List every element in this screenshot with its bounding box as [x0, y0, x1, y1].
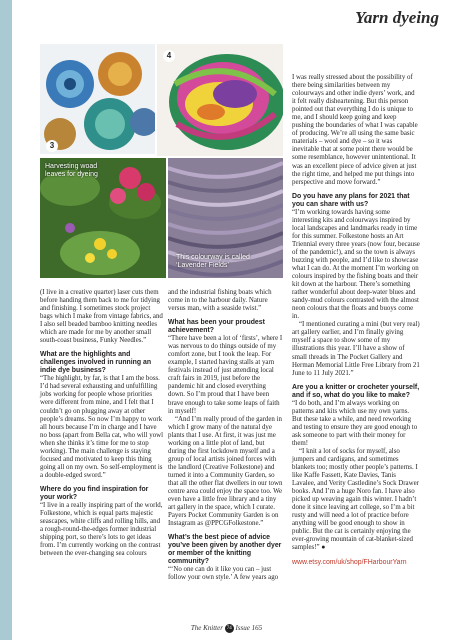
question-heading: Do you have any plans for 2021 that you can share with us? — [292, 192, 410, 208]
paragraph: “‘No one can do it like you can – just follow your own style.’ A few years ago — [168, 566, 279, 582]
paragraph: I was really stressed about the possibility of there being similarities between my colourways and other indie dyers’ work, and it felt really disheartening. But this person pointed out that everything I do is unique to me, and I should keep going and keep pushing the boundaries of what I was capable of producing. We’re all using the same basic materials – wool and dye – so it was inevitable that at some point there would be some resemblance, however unintentional. It was an excellent piece of advice given at just the right time, and helped me put things into perspective and move forward.” — [292, 74, 418, 186]
question-heading: Are you a knitter or crocheter yourself, and if so, what do you like to make? — [292, 383, 420, 399]
woad-harvest-photo — [40, 158, 166, 278]
page-footer — [0, 624, 453, 633]
yarn-skein-photo — [157, 44, 283, 156]
paragraph: “I do both, and I’m always working on patterns and kits which use my own yarns. But these take a while, and need reworking and testing to ensure they are good enough to ask someone to part with their money for them! — [292, 399, 418, 447]
side-colour-strip — [0, 0, 12, 640]
paragraph: “The highlight, by far, is that I am the boss. I’d had several exhausting and unfulfilling jobs working for people whose priorities were different from mine, and I felt that I couldn’t go on plugging away at other people’s dreams. So now I’m happy to work all hours because I’m in charge and I have no boss (apart from Bella cat, who will yowl when she thinks it’s time for me to stop working). The main challenge is staying focused and motivated to keep this thing going all on my own. So self-employment is a double-edged sword.” — [40, 375, 164, 479]
question-heading: What’s the best piece of advice you’ve been given by another dyer or member of the knitting community? — [168, 534, 282, 566]
photo-number-badge: 4 — [163, 50, 175, 62]
paragraph: “There have been a lot of ‘firsts’, where I was nervous to do things outside of my comfort zone, but I took the leap. For example, I started having stalls at yarn festivals instead of just attending local craft fairs in 2019, just before the pandemic hit and closed everything down. So I’m proud that I have been brave enough to take some leaps of faith in myself! — [168, 335, 283, 415]
article-column-2 — [168, 289, 284, 582]
page-title: Yarn dyeing — [355, 8, 439, 27]
page-number: 74 — [226, 626, 232, 631]
question-heading: What has been your proudest achievement? — [168, 319, 265, 335]
paragraph: “I knit a lot of socks for myself, also jumpers and cardigans, and sometimes blankets too; mostly other people’s patterns. I like Kaffe Fassett, Kate Davies, Tanis Lavalee, and Verity Castledine’s Sock Drawer books. And I’m a huge Noro fan. I have also picked up weaving again this winter. I hadn’t done it since leaving art college, so I’m a bit rusty and will need a lot of practice before anything will be good enough to show in public. But the cat is certainly enjoying the ever-growing mountain of cat-blanket-sized samples!” ● — [292, 447, 419, 552]
article-column-1 — [40, 289, 164, 558]
crochet-motifs-photo — [40, 44, 155, 154]
paragraph: “I mentioned curating a mini (but very real) art gallery earlier, and I’m finally giving myself a space to show some of my illustrations this year. I’ll have a show of small threads in The Pocket Gallery and Herman Memorial Little Free Library from 21 June to 11 July 2021.” — [292, 321, 420, 377]
question-heading: Where do you find inspiration for your work? — [40, 485, 149, 501]
question-heading: What are the highlights and challenges involved in running an indie dye business? — [40, 351, 152, 375]
issue-number: Issue 165 — [235, 624, 263, 633]
colourway-photo — [168, 158, 283, 278]
article-column-3 — [292, 74, 420, 567]
magazine-name: The Knitter — [190, 624, 223, 633]
paragraph: (I live in a creative quarter) laser cuts them before handing them back to me for tidying and finishing. I sometimes stock project bags which I make from vintage fabrics, and I also sell beaded bamboo knitting needles which are made for me by another small south-coast business, Funky Needles.” — [40, 289, 163, 345]
photo-caption: Harvesting woad leaves for dyeing — [45, 163, 98, 178]
paragraph: “And I’m really proud of the garden in which I grow many of the natural dye plants that I use. At first, it was just me working on a little plot of land, but during the first lockdown myself and a group of local artists joined forces with the landlord (Creative Folkestone) and turned it into a Community Garden, so that all the other flat dwellers in our town centre area could enjoy the space too. We even have a little free library and a tiny art gallery in the space, which I curate. Payers Pocket Community Garden is on Instagram as @PPCGFolkestone.” — [168, 415, 283, 528]
paragraph: “I live in a really inspiring part of the world, Folkestone, which is equal parts majestic seascapes, white cliffs and rolling hills, and a rough-round-the-edges former industrial shipping port, so there’s lots to get ideas from. I’m currently working on the contrast between the ever-changing sea colours — [40, 501, 163, 558]
paragraph: and the industrial fishing boats which come in to the harbour daily. Nature versus man, with a seaside twist.” — [168, 289, 272, 313]
shop-link[interactable]: www.etsy.com/uk/shop/FHarbourYarn — [292, 558, 407, 566]
photo-caption: This colourway is called ‘Lavender Fields’ — [176, 254, 250, 269]
paragraph: “I’m working towards having some interesting kits and colourways inspired by local landscapes and landmarks ready in time for this summer. Folkestone hosts an Art Triennial every three years (now four, because of the pandemic!), and so the town is always buzzing with people, and I’d like to showcase what I can do. At the moment I’m working on colours inspired by the fishing boats and their kit down at the harbour. There’s something rather wonderful about deep-water blues and sandy-mud colours contrasted with the almost neon colours that the floats and buoys come in. — [292, 208, 420, 321]
photo-number-badge: 3 — [46, 140, 58, 152]
